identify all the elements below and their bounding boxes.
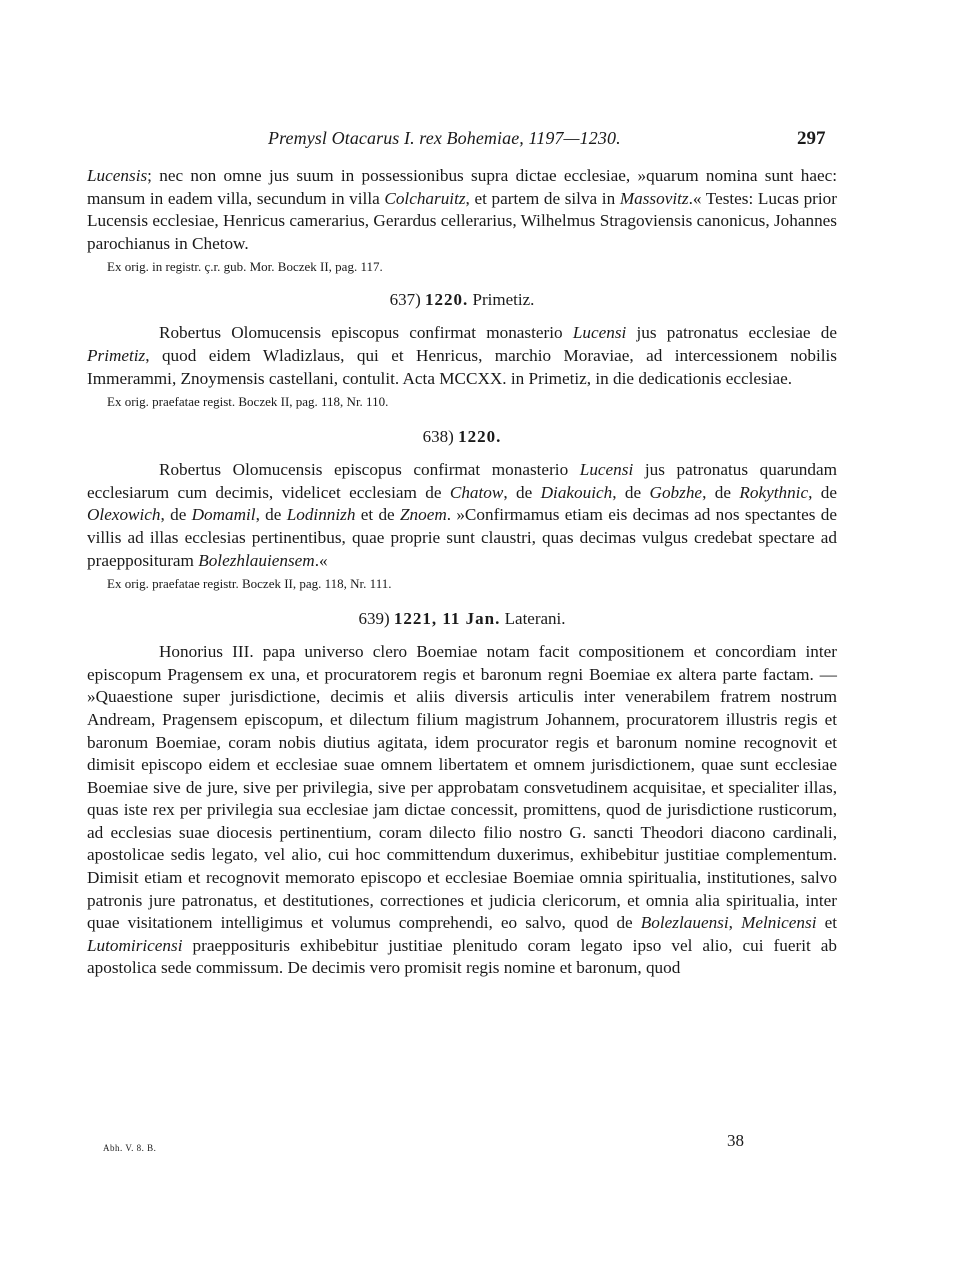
entry-year: 1220.: [425, 290, 469, 310]
signature-mark: 38: [727, 1131, 744, 1150]
text-run: . »Confirmamus etiam eis decimas ad nos spectantes de villis ad illas ecclesias pertinentibus, quae proprie sunt claustri, quas decimas vulgus credebat spectare ad praepposituram: [87, 505, 837, 570]
italic-name: Domamil: [191, 505, 256, 525]
entry-source-note: Ex orig. praefatae registr. Boczek II, pag. 118, Nr. 111.: [107, 576, 392, 592]
entry-637: [87, 288, 837, 411]
italic-name: Olexowich: [87, 505, 161, 525]
running-head: Premysl Otacarus I. rex Bohemiae, 1197—1230.: [268, 128, 621, 148]
italic-name: Diakouich: [540, 482, 613, 502]
entry-number: 637): [389, 290, 421, 310]
entry-heading: [87, 607, 837, 631]
italic-name: Chatow: [449, 482, 504, 502]
entry-year: 1220.: [458, 427, 502, 447]
intro-paragraph: [87, 165, 837, 255]
text-run: Honorius III. papa universo clero Boemiae notam facit compositionem et concordiam inter episcopum Pragensem ex una, et procuratorem regis et baronum regni Boemiae ex altera parte factam. — »Quaestione super jurisdictione, decimis et aliis diversis articulis inter venerabilem fratrem nostrum Andream, Pragensem episcopum, et dilectum filium magistrum Johannem, procuratorem illustris regis et baronum Boemiae, coram nobis diutius agitata, idem procurator regis et baronum nomine recognovit et dimisit episcopo eidem et ecclesiae suae omnem libertatem et omnem jurisdictionem, quae sunt ecclesiae Boemiae sive de jure, sive per privilegia, sive per approbatam consvetudinem acquisitae, et specialiter illas, quas iste rex per privilegia sua ecclesiae jam dictae concessit, promittens, quod de jurisdictione rusticorum, ad ecclesias suae diocesis pertinentium, coram dilecto filio nostro G. sancti Theodori diacono cardinali, apostolicae sedis legato, vel alio, cui hoc committendum duxerimus, exhibebitur justitiae complementum. Dimisit etiam et recognovit memorato episcopo et ecclesiae Boemiae omnia spiritualia, institutiones, salvo patronis jure patronatus, et destitutiones, correctiones et judicia clericorum, et omnia alia spiritualia, inter quae visitationem intelligimus et volumus comprehendi, eo salvo, quod de: [87, 642, 837, 933]
text-run: .«: [314, 550, 328, 570]
text-run: , de: [503, 482, 541, 502]
entry-place: Laterani.: [504, 609, 566, 629]
entry-text: [87, 459, 837, 572]
entry-year: 1221, 11 Jan.: [393, 609, 501, 629]
text-run: jus patronatus ecclesiae de: [626, 323, 837, 343]
italic-name: Znoem: [399, 505, 447, 525]
entry-number: 638): [422, 427, 454, 447]
entry-639: [87, 607, 837, 980]
text-run: , de: [612, 482, 650, 502]
text-run: .« Testes: Lucas prior Lucensis ecclesiae, Henricus camerarius, Gerardus cellerarius, Wilhelmus Stragoviensis canonicus, Johannes parochianus in Chetow.: [87, 188, 837, 253]
text-run: , de: [160, 505, 192, 525]
text-run: , et partem de silva in: [465, 188, 620, 208]
page-number: 297: [797, 128, 826, 149]
text-run: , de: [255, 505, 287, 525]
text-run: ; nec non omne jus suum in possessionibus supra dictae ecclesiae, »quarum nomina sunt haec: mansum in eadem villa, secundum in villa: [87, 166, 837, 208]
page-header: [0, 128, 960, 152]
italic-name: Lucensi: [572, 323, 627, 343]
footer-imprint: Abh. V. 8. B.: [103, 1143, 157, 1153]
page-body: [87, 165, 837, 980]
entry-text: [87, 641, 837, 980]
text-run: praepposituris exhibebitur justitiae plenitudo coram legato ipso vel alio, cui fuerit ab apostolica sede commissum. De decimis vero promisit regis nomine et baronum, quod: [87, 935, 837, 978]
text-run: Robertus Olomucensis episcopus confirmat monasterio: [159, 323, 573, 343]
italic-name: Colcharuitz: [384, 188, 466, 208]
italic-name: Lucensis: [87, 166, 148, 185]
italic-name: Lodinnizh: [286, 505, 356, 525]
entry-number: 639): [358, 609, 390, 629]
italic-name: Gobzhe: [649, 482, 703, 502]
entry-source-note: Ex orig. praefatae regist. Boczek II, pag. 118, Nr. 110.: [107, 394, 389, 410]
text-run: et de: [355, 505, 400, 525]
italic-name: Rokythnic: [739, 482, 809, 502]
text-run: , quod eidem Wladizlaus, qui et Henricus, marchio Moraviae, ad intercessionem nobilis Immerammi, Znoymensis castellani, contulit. Acta MCCXX. in Primetiz, in die dedicationis ecclesiae.: [87, 345, 837, 388]
text-run: , de: [702, 482, 740, 502]
italic-name: Bolezhlauiensem: [198, 550, 315, 570]
entry-638: [87, 425, 837, 593]
text-run: ,: [728, 913, 742, 933]
italic-name: Lutomiricensi: [87, 935, 183, 955]
text-run: , de: [808, 482, 837, 502]
entry-heading: [87, 288, 837, 312]
text-run: jus patronatus quarundam ecclesiarum cum decimis, videlicet ecclesiam de: [87, 460, 837, 502]
text-run: Robertus Olomucensis episcopus confirmat monasterio: [159, 460, 580, 480]
italic-name: Lucensi: [579, 460, 634, 480]
text-run: et: [816, 913, 837, 933]
page-footer: [0, 1131, 960, 1161]
entry-text: [87, 322, 837, 390]
italic-name: Bolezlauensi: [640, 913, 729, 933]
italic-name: Massovitz: [619, 188, 689, 208]
italic-name: Primetiz: [87, 345, 146, 365]
intro-source-note: Ex orig. in registr. ç.r. gub. Mor. Boczek II, pag. 117.: [107, 259, 383, 275]
entry-place: Primetiz.: [472, 290, 535, 310]
entry-heading: [87, 425, 837, 449]
italic-name: Melnicensi: [741, 913, 817, 933]
